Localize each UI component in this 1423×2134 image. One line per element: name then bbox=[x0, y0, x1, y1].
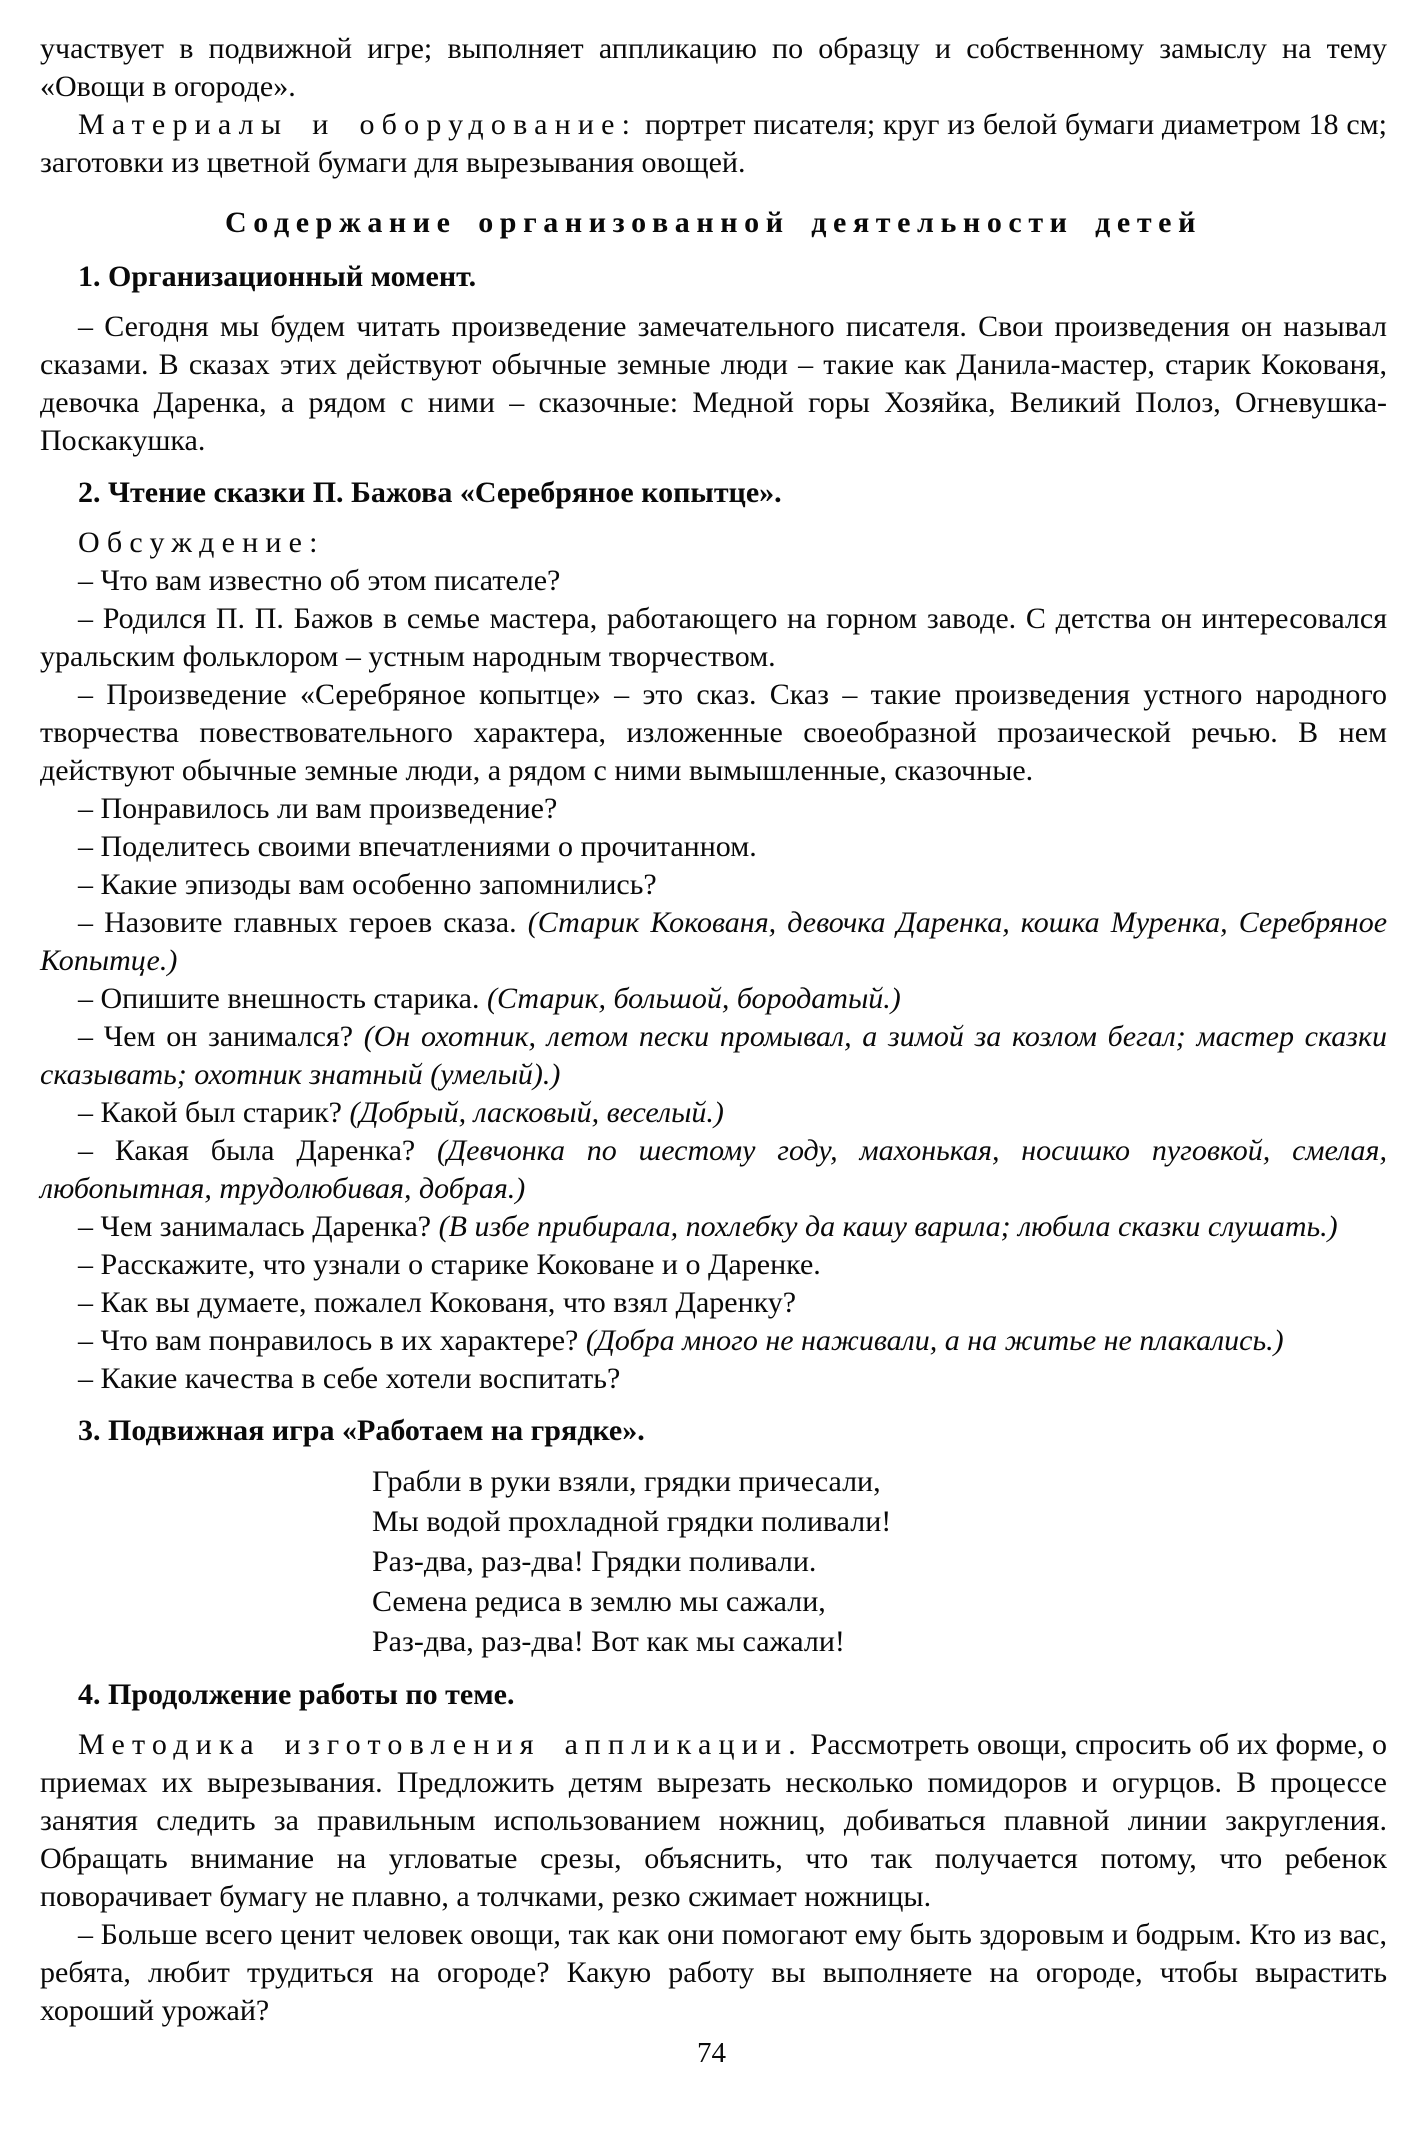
paragraph bbox=[40, 1322, 1387, 1360]
paragraph bbox=[40, 980, 1387, 1018]
text-italic: (Он охотник, летом пески промывал, а зимой за козлом бегал; мастер сказки сказывать; охотник знатный (умелый).) bbox=[40, 1020, 1388, 1091]
text: – Произведение «Серебряное копытце» – это сказ. Сказ – такие произведения устного народного творчества повествовательного характера, изложенные своеобразной прозаической речью. В нем действуют обычные земные люди, а рядом с ними вымышленные, сказочные. bbox=[40, 678, 1387, 787]
paragraph bbox=[40, 30, 1387, 106]
text: – Поделитесь своими впечатлениями о прочитанном. bbox=[78, 830, 757, 863]
text: – Сегодня мы будем читать произведение замечательного писателя. Свои произведения он называл сказами. В сказах этих действуют обычные земные люди – такие как Данила-мастер, старик Кокованя, девочка Даренка, а рядом с ними – сказочные: Медной горы Хозяйка, Великий Полоз, Огневушка-Поскакушка. bbox=[40, 310, 1387, 457]
text: 4. Продолжение работы по теме. bbox=[78, 1678, 515, 1711]
page-number: 74 bbox=[697, 2037, 726, 2069]
text: – Какой был старик? bbox=[78, 1096, 350, 1129]
text-italic: (Старик, большой, бородатый.) bbox=[487, 982, 901, 1015]
paragraph bbox=[40, 1916, 1387, 2030]
text: – Что вам понравилось в их характере? bbox=[78, 1324, 586, 1357]
paragraph bbox=[40, 308, 1387, 460]
text: – Больше всего ценит человек овощи, так как они помогают ему быть здоровым и бодрым. Кто из вас, ребята, любит трудиться на огороде? Какую работу вы выполняете на огороде, чтобы вырастить хороший урожай? bbox=[40, 1918, 1387, 2027]
section-heading bbox=[40, 204, 1387, 242]
page-content bbox=[40, 30, 1387, 2030]
paragraph bbox=[40, 1246, 1387, 1284]
text: 2. Чтение сказки П. Бажова «Серебряное копытце». bbox=[78, 476, 782, 509]
paragraph bbox=[40, 1360, 1387, 1398]
paragraph bbox=[40, 1284, 1387, 1322]
text: – Какая была Даренка? bbox=[78, 1134, 438, 1167]
text: – Чем занималась Даренка? bbox=[78, 1210, 439, 1243]
paragraph bbox=[40, 1132, 1387, 1208]
text-spaced: Материалы и оборудование: bbox=[78, 108, 638, 141]
text: 3. Подвижная игра «Работаем на грядке». bbox=[78, 1414, 645, 1447]
paragraph bbox=[40, 1018, 1387, 1094]
text: – Какие эпизоды вам особенно запомнились? bbox=[78, 868, 657, 901]
poem bbox=[372, 1462, 1387, 1662]
section-heading bbox=[40, 474, 1387, 512]
text: – Родился П. П. Бажов в семье мастера, работающего на горном заводе. С детства он интересовался уральским фольклором – устным народным творчеством. bbox=[40, 602, 1387, 673]
text: Содержание организованной деятельности детей bbox=[224, 206, 1202, 239]
text: – Какие качества в себе хотели воспитать? bbox=[78, 1362, 621, 1395]
text: портрет писателя; круг из белой бумаги диаметром 18 см; заготовки из цветной бумаги для вырезывания овощей. bbox=[40, 108, 1387, 179]
paragraph bbox=[40, 866, 1387, 904]
paragraph bbox=[40, 524, 1387, 562]
paragraph bbox=[40, 904, 1387, 980]
text: – Чем он занимался? bbox=[78, 1020, 364, 1053]
text-italic: (В избе прибирала, похлебку да кашу варила; любила сказки слушать.) bbox=[438, 1210, 1338, 1243]
paragraph bbox=[40, 1726, 1387, 1916]
poem-line: Раз-два, раз-два! Вот как мы сажали! bbox=[372, 1625, 845, 1658]
poem-line: Мы водой прохладной грядки поливали! bbox=[372, 1505, 892, 1538]
section-heading bbox=[40, 1412, 1387, 1450]
paragraph bbox=[40, 790, 1387, 828]
text: – Понравилось ли вам произведение? bbox=[78, 792, 558, 825]
paragraph bbox=[40, 676, 1387, 790]
paragraph bbox=[40, 828, 1387, 866]
poem-line: Раз-два, раз-два! Грядки поливали. bbox=[372, 1545, 817, 1578]
section-heading bbox=[40, 1676, 1387, 1714]
text: – Опишите внешность старика. bbox=[78, 982, 487, 1015]
text: 1. Организационный момент. bbox=[78, 260, 477, 293]
section-heading bbox=[40, 258, 1387, 296]
text-italic: (Девчонка по шестому году, махонькая, носишко пуговкой, смелая, любопытная, трудолюбивая, добрая.) bbox=[40, 1134, 1387, 1205]
text: – Расскажите, что узнали о старике Коковане и о Даренке. bbox=[78, 1248, 821, 1281]
paragraph bbox=[40, 1094, 1387, 1132]
paragraph bbox=[40, 1208, 1387, 1246]
paragraph bbox=[40, 106, 1387, 182]
poem-line: Грабли в руки взяли, грядки причесали, bbox=[372, 1465, 881, 1498]
text: Рассмотреть овощи, спросить об их форме, о приемах их вырезывания. Предложить детям вырезать несколько помидоров и огурцов. В процессе занятия следить за правильным использованием ножниц, добиваться плавной линии закругления. Обращать внимание на угловатые срезы, объяснить, что так получается потому, что ребенок поворачивает бумагу не плавно, а толчками, резко сжимает ножницы. bbox=[40, 1728, 1387, 1913]
paragraph bbox=[40, 600, 1387, 676]
text-spaced: Методика изготовления аппликации. bbox=[78, 1728, 803, 1761]
text-italic: (Старик Кокованя, девочка Даренка, кошка Муренка, Серебряное Копытце.) bbox=[40, 906, 1388, 977]
paragraph bbox=[40, 562, 1387, 600]
text-italic: (Добра много не наживали, а на житье не плакались.) bbox=[585, 1324, 1284, 1357]
text-spaced: Обсуждение: bbox=[78, 526, 325, 559]
text: – Как вы думаете, пожалел Кокованя, что взял Даренку? bbox=[78, 1286, 797, 1319]
text-italic: (Добрый, ласковый, веселый.) bbox=[349, 1096, 724, 1129]
poem-line: Семена редиса в землю мы сажали, bbox=[372, 1585, 826, 1618]
text: участвует в подвижной игре; выполняет аппликацию по образцу и собственному замыслу на тему «Овощи в огороде». bbox=[40, 32, 1387, 103]
text: – Что вам известно об этом писателе? bbox=[78, 564, 561, 597]
text: – Назовите главных героев сказа. bbox=[78, 906, 528, 939]
